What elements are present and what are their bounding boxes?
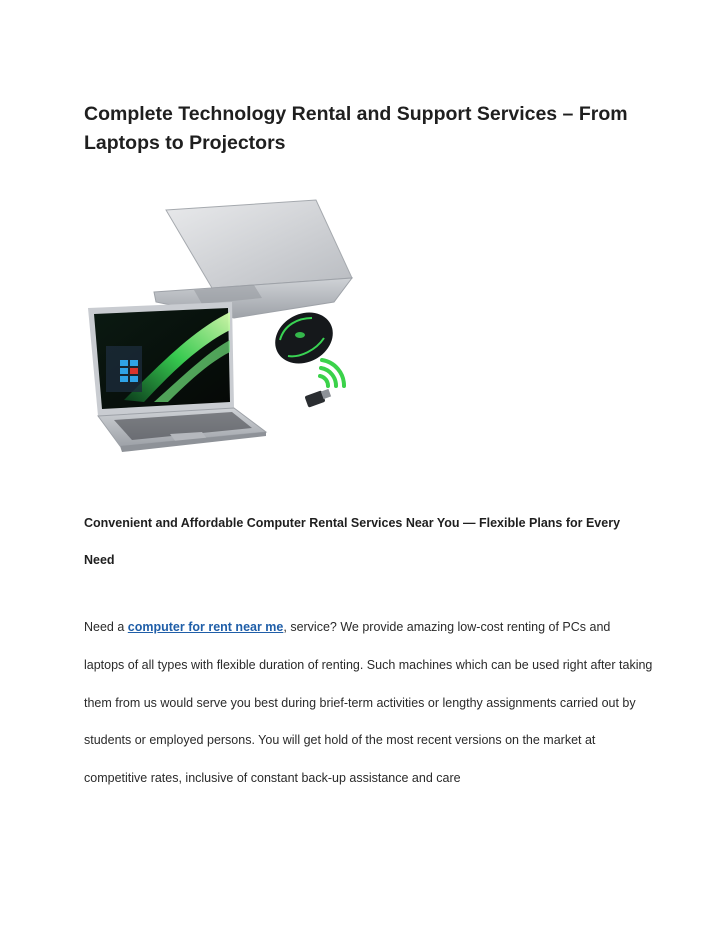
intro-paragraph <box>84 609 654 798</box>
page-title: Complete Technology Rental and Support Services – From Laptops to Projectors <box>84 103 628 154</box>
back-laptop <box>154 200 352 318</box>
computer-rental-link[interactable]: computer for rent near me <box>127 620 284 634</box>
paragraph-lead-text: Need a <box>84 620 128 634</box>
section-subheading: Convenient and Affordable Computer Rental Services Near You — Flexible Plans for Every Need <box>84 516 621 567</box>
laptop-bundle-illustration <box>84 190 364 470</box>
front-laptop <box>88 302 266 452</box>
paragraph-body-text: , service? We provide amazing low-cost renting of PCs and laptops of all types with flexible duration of renting. Such machines which can be used right after taking them from us would serve you best during brief-term activities or lengthy assignments carried out by students or employed persons. You will get hold of the most recent versions on the market at competitive rates, inclusive of constant back-up assistance and care <box>84 620 653 786</box>
hero-image <box>84 190 364 470</box>
wifi-icon <box>320 360 344 386</box>
usb-receiver-icon <box>304 389 331 408</box>
